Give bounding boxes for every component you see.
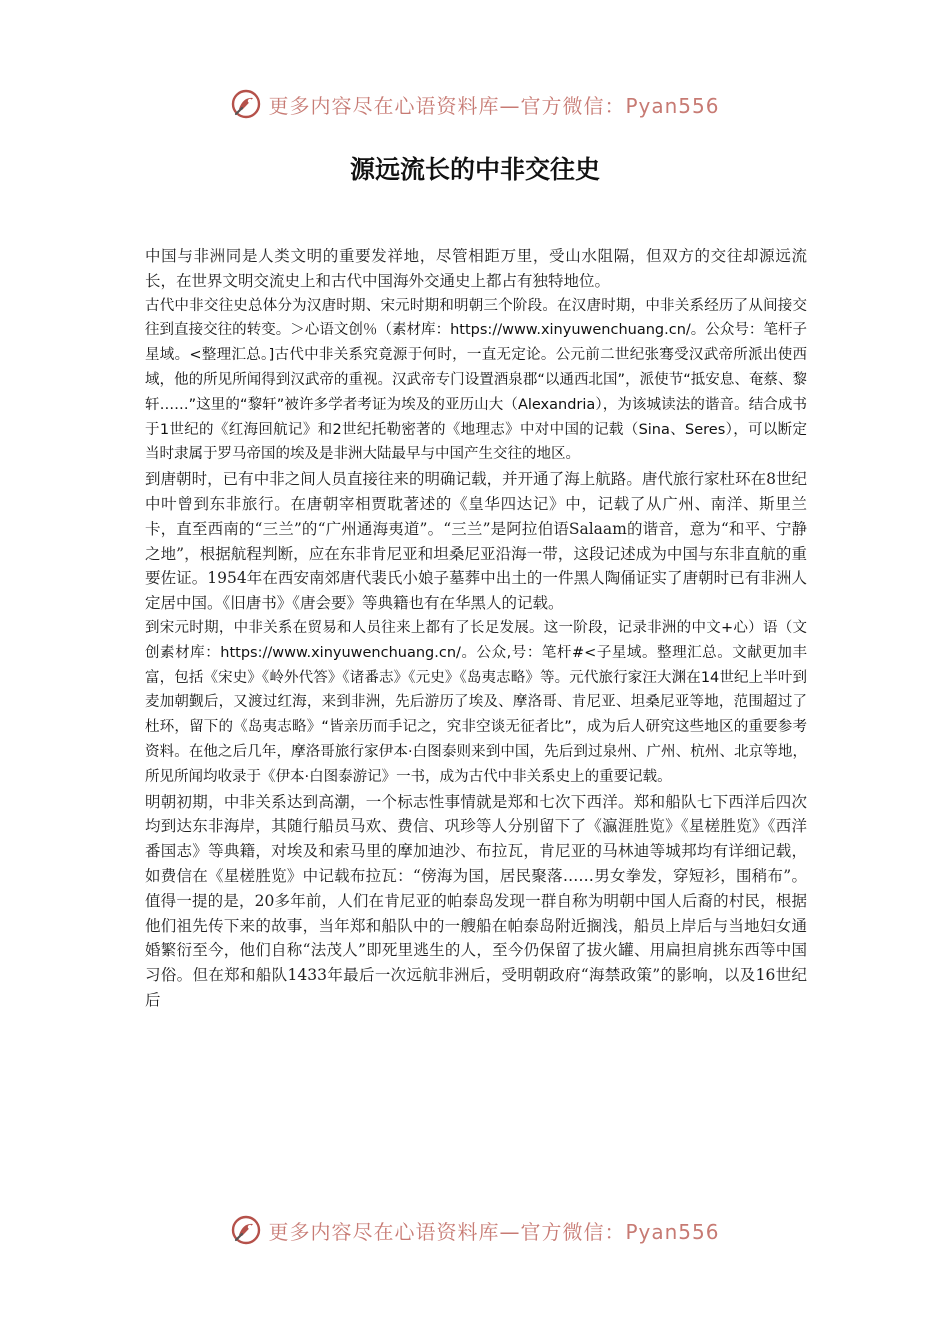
rose-pen-logo-icon — [230, 88, 262, 120]
header-watermark-banner — [0, 82, 950, 126]
paragraph-song-yuan: 到宋元时期，中非关系在贸易和人员往来上都有了长足发展。这一阶段，记录非洲的中文+心）语（文创素材库：https://www.xinyuwenchuang.cn/。公众,号：笔杆#<子星域。整理汇总。文献更加丰富，包括《宋史》《岭外代答》《诸番志》《元史》《岛夷志略》等。元代旅行家汪大渊在14世纪上半叶到麦加朝觐后，又渡过红海，来到非洲，先后游历了埃及、摩洛哥、肯尼亚、坦桑尼亚等地，范围超过了杜环，留下的《岛夷志略》“皆亲历而手记之，究非空谈无征者比”，成为后人研究这些地区的重要参考资料。在他之后几年，摩洛哥旅行家伊本·白图泰则来到中国，先后到过泉州、广州、杭州、北京等地，所见所闻均收录于《伊本·白图泰游记》一书，成为古代中非关系史上的重要记载。 — [145, 619, 807, 785]
document-title: 源远流长的中非交往史 — [349, 155, 600, 184]
paragraph-han-tang: 古代中非交往史总体分为汉唐时期、宋元时期和明朝三个阶段。在汉唐时期，中非关系经历了从间接交往到直接交往的转变。＞心语文创％（素材库：https://www.xinyuwenchuang.cn/。公众号：笔杆子星域。<整理汇总。]古代中非关系究竟源于何时，一直无定论。公元前二世纪张骞受汉武帝所派出使西域，他的所见所闻得到汉武帝的重视。汉武帝专门设置酒泉郡“以通西北国”，派使节“抵安息、奄蔡、黎轩……”这里的“黎轩”被许多学者考证为埃及的亚历山大（Alexandria），为该城读法的谐音。结合成书于1世纪的《红海回航记》和2世纪托勒密著的《地理志》中对中国的记载（Sina、Seres），可以断定当时隶属于罗马帝国的埃及是非洲大陆最早与中国产生交往的地区。 — [145, 297, 807, 463]
paragraph-ming-dynasty: 明朝初期，中非关系达到高潮，一个标志性事情就是郑和七次下西洋。郑和船队七下西洋后四次均到达东非海岸，其随行船员马欢、费信、巩珍等人分别留下了《瀛涯胜览》《星槎胜览》《西洋番国志》等典籍，对埃及和索马里的摩加迪沙、布拉瓦，肯尼亚的马林迪等城邦均有详细记载，如费信在《星槎胜览》中记载布拉瓦：“傍海为国，居民聚落……男女拳发，穿短衫，围稍布”。值得一提的是，20多年前，人们在肯尼亚的帕泰岛发现一群自称为明朝中国人后裔的村民，根据他们祖先传下来的故事，当年郑和船队中的一艘船在帕泰岛附近搁浅，船员上岸后与当地妇女通婚繁衍至今，他们自称“法茂人”即死里逃生的人，至今仍保留了拔火罐、用扁担肩挑东西等中国习俗。但在郑和船队1433年最后一次远航非洲后，受明朝政府“海禁政策”的影响，以及16世纪后 — [145, 792, 807, 1009]
rose-pen-logo-icon — [230, 1214, 262, 1246]
document-body — [145, 244, 807, 1013]
paragraph-tang-dynasty: 到唐朝时，已有中非之间人员直接往来的明确记载，并开通了海上航路。唐代旅行家杜环在8世纪中叶曾到东非旅行。在唐朝宰相贾耽著述的《皇华四达记》中，记载了从广州、南洋、斯里兰卡，直至西南的“三兰”的“广州通海夷道”。“三兰”是阿拉伯语Salaam的谐音，意为“和平、宁静之地”，根据航程判断，应在东非肯尼亚和坦桑尼亚沿海一带，这段记述成为中国与东非直航的重要佐证。1954年在西安南郊唐代裴氏小娘子墓葬中出土的一件黑人陶俑证实了唐朝时已有非洲人定居中国。《旧唐书》《唐会要》等典籍也有在华黑人的记载。 — [145, 470, 807, 613]
footer-watermark-text: 更多内容尽在心语资料库—官方微信：Pyan556 — [268, 1219, 720, 1244]
header-watermark-text: 更多内容尽在心语资料库—官方微信：Pyan556 — [268, 93, 720, 118]
paragraph-intro: 中国与非洲同是人类文明的重要发祥地，尽管相距万里，受山水阻隔，但双方的交往却源远流长，在世界文明交流史上和古代中国海外交通史上都占有独特地位。 — [145, 247, 807, 290]
footer-watermark-banner — [0, 1208, 950, 1252]
